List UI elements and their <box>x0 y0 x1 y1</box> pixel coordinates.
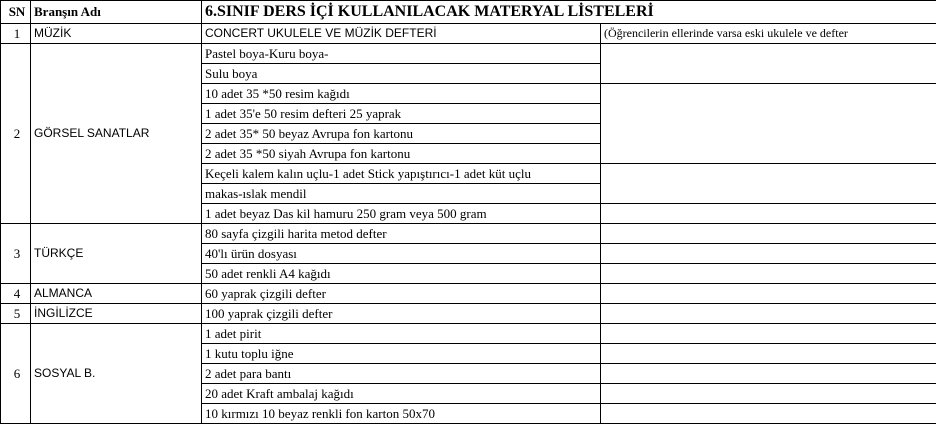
note-cell[interactable] <box>601 44 936 84</box>
note-cell[interactable] <box>601 324 936 344</box>
branch-name-art[interactable]: GÖRSEL SANATLAR <box>31 44 202 224</box>
row-number[interactable]: 2 <box>1 44 31 224</box>
note-cell[interactable] <box>601 264 936 284</box>
material-cell[interactable]: 2 adet 35* 50 beyaz Avrupa fon kartonu <box>202 124 601 144</box>
material-cell[interactable]: Pastel boya-Kuru boya- <box>202 44 601 64</box>
branch-name-german[interactable]: ALMANCA <box>31 284 202 304</box>
table-row <box>1 304 936 324</box>
material-cell[interactable]: 100 yaprak çizgili defter <box>202 304 601 324</box>
material-cell[interactable]: 2 adet 35 *50 siyah Avrupa fon kartonu <box>202 144 601 164</box>
header-sn[interactable]: SN <box>1 1 31 24</box>
branch-name-turkish[interactable]: TÜRKÇE <box>31 224 202 284</box>
note-cell[interactable] <box>601 244 936 264</box>
row-number[interactable]: 1 <box>1 24 31 44</box>
material-cell[interactable]: 2 adet para bantı <box>202 364 601 384</box>
row-number[interactable]: 4 <box>1 284 31 304</box>
material-cell[interactable]: makas-ıslak mendil <box>202 184 601 204</box>
material-cell[interactable]: 60 yaprak çizgili defter <box>202 284 601 304</box>
note-cell[interactable]: (Öğrencilerin ellerinde varsa eski ukulele ve defter <box>601 24 936 44</box>
material-cell[interactable]: 1 adet 35'e 50 resim defteri 25 yaprak <box>202 104 601 124</box>
material-cell[interactable]: 1 adet beyaz Das kil hamuru 250 gram veya 500 gram <box>202 204 601 224</box>
note-cell[interactable] <box>601 84 936 164</box>
material-cell[interactable]: 1 kutu toplu iğne <box>202 344 601 364</box>
material-cell[interactable]: CONCERT UKULELE VE MÜZİK DEFTERİ <box>202 24 601 44</box>
note-cell[interactable] <box>601 404 936 424</box>
branch-name-social[interactable]: SOSYAL B. <box>31 324 202 424</box>
material-cell[interactable]: 40'lı ürün dosyası <box>202 244 601 264</box>
row-number[interactable]: 3 <box>1 224 31 284</box>
material-cell[interactable]: 80 sayfa çizgili harita metod defter <box>202 224 601 244</box>
note-cell[interactable] <box>601 204 936 224</box>
branch-name-english[interactable]: İNGİLİZCE <box>31 304 202 324</box>
table-row <box>1 224 936 244</box>
row-number[interactable]: 6 <box>1 324 31 424</box>
material-cell[interactable]: 1 adet pirit <box>202 324 601 344</box>
table-row <box>1 24 936 44</box>
header-row <box>1 1 936 24</box>
header-branch[interactable]: Branşın Adı <box>31 1 202 24</box>
table-row <box>1 284 936 304</box>
note-cell[interactable] <box>601 304 936 324</box>
material-cell[interactable]: 10 kırmızı 10 beyaz renkli fon karton 50x70 <box>202 404 601 424</box>
material-cell[interactable]: 20 adet Kraft ambalaj kağıdı <box>202 384 601 404</box>
note-cell[interactable] <box>601 344 936 364</box>
branch-name-music[interactable]: MÜZİK <box>31 24 202 44</box>
material-cell[interactable]: Sulu boya <box>202 64 601 84</box>
table-row <box>1 324 936 344</box>
note-cell[interactable] <box>601 224 936 244</box>
note-cell[interactable] <box>601 164 936 204</box>
note-cell[interactable] <box>601 364 936 384</box>
material-cell[interactable]: Keçeli kalem kalın uçlu-1 adet Stick yapıştırıcı-1 adet küt uçlu <box>202 164 601 184</box>
note-cell[interactable] <box>601 284 936 304</box>
material-cell[interactable]: 50 adet renkli A4 kağıdı <box>202 264 601 284</box>
material-cell[interactable]: 10 adet 35 *50 resim kağıdı <box>202 84 601 104</box>
row-number[interactable]: 5 <box>1 304 31 324</box>
table-row <box>1 44 936 64</box>
note-cell[interactable] <box>601 384 936 404</box>
page-title[interactable]: 6.SINIF DERS İÇİ KULLANILACAK MATERYAL LİSTELERİ <box>202 1 936 24</box>
